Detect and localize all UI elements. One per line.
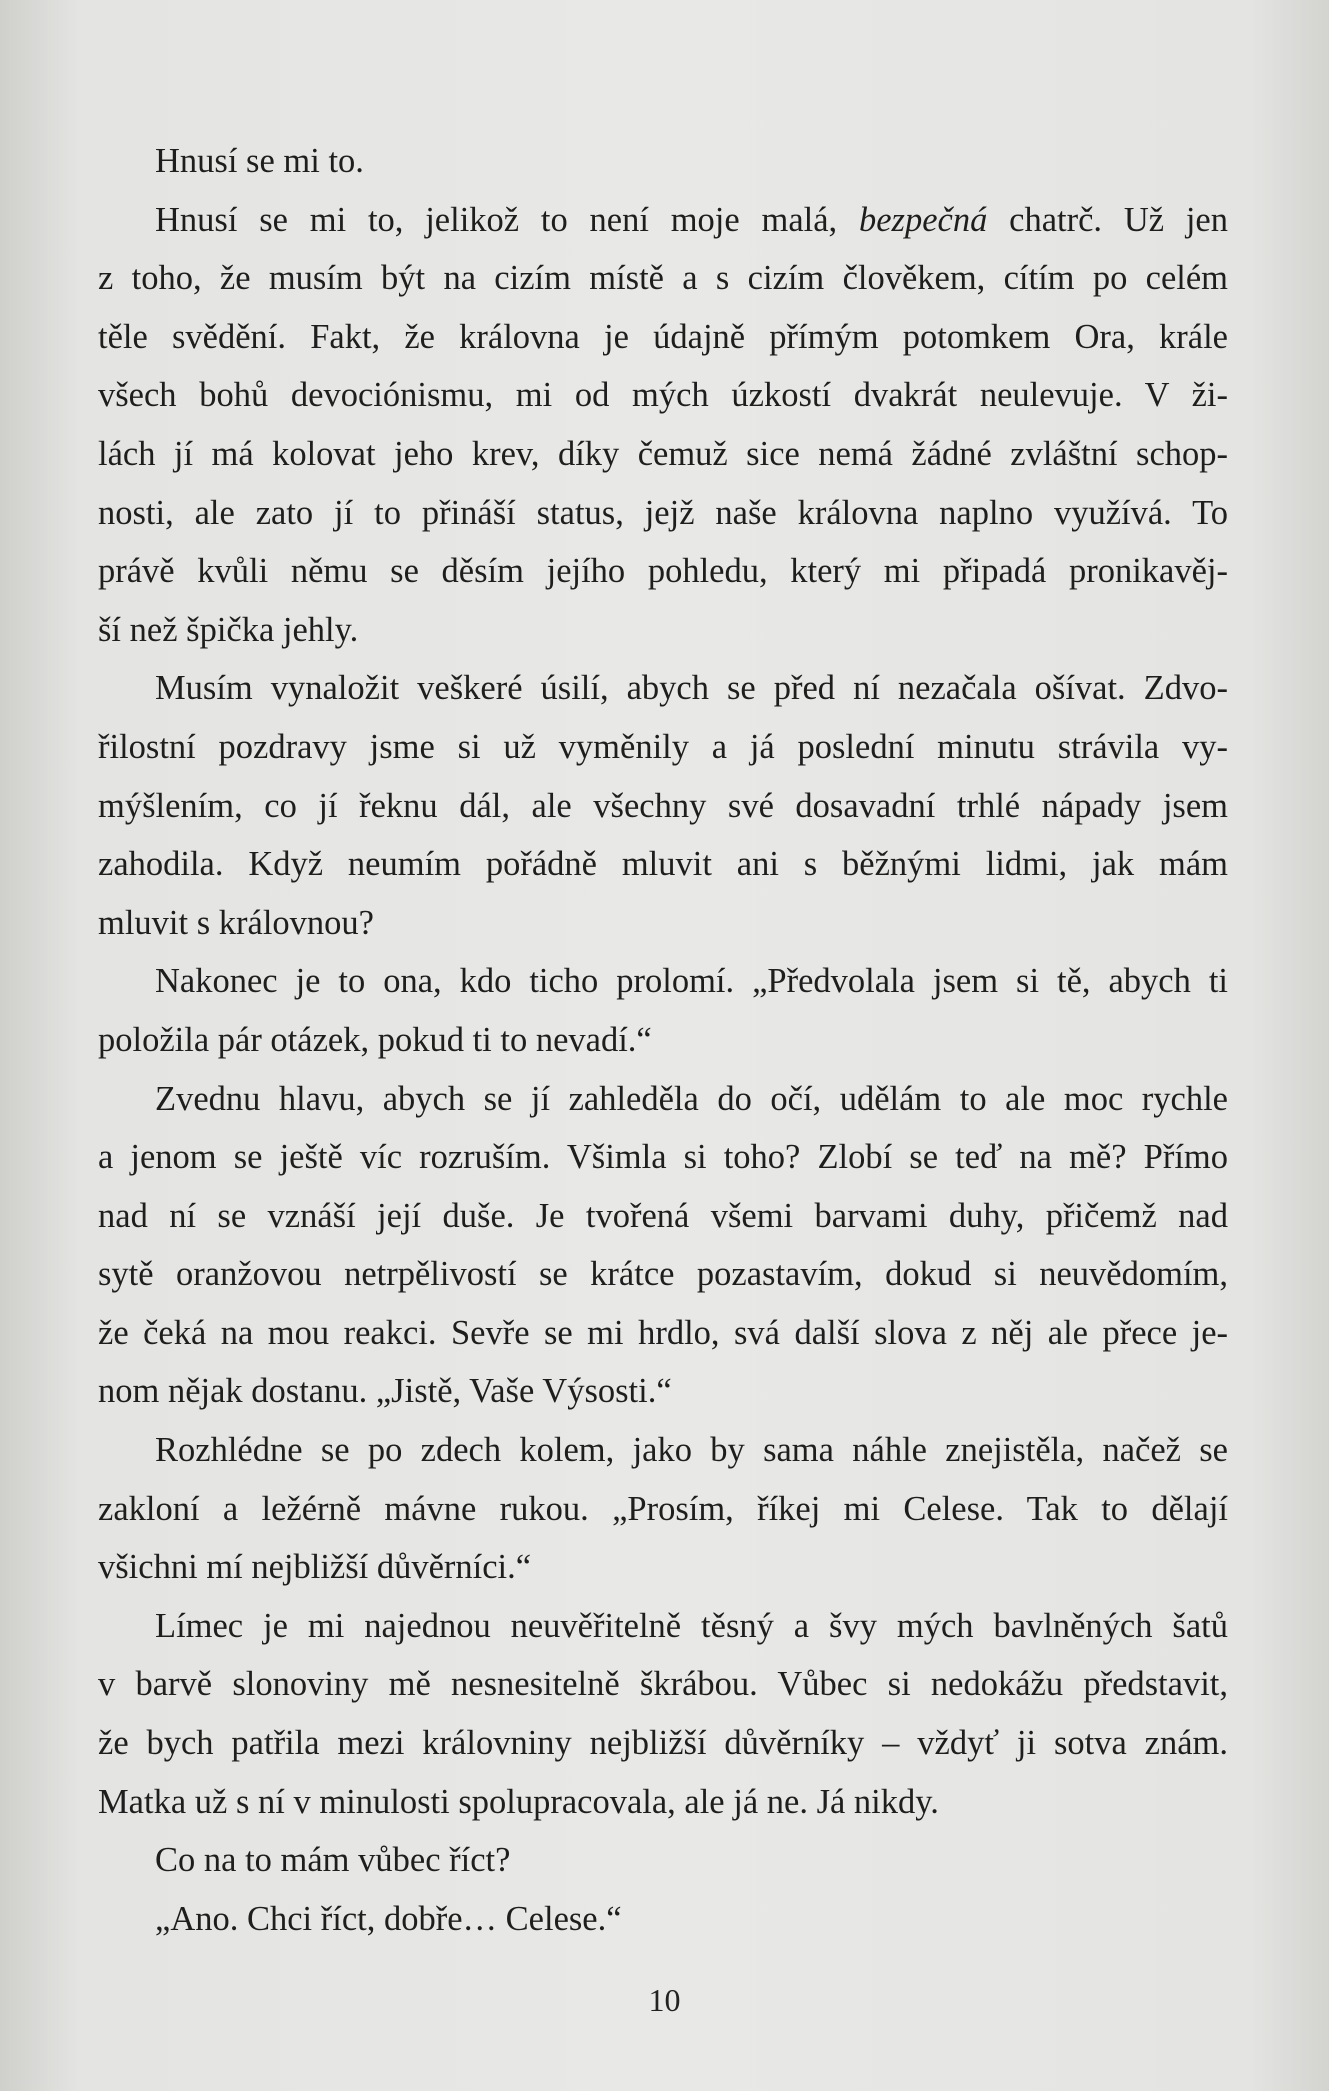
text-line: Zvednu hlavu, abych se jí zahleděla do očí, udělám to ale moc rychle bbox=[155, 1079, 1228, 1118]
text-line: Musím vynaložit veškeré úsilí, abych se před ní nezačala ošívat. Zdvo- bbox=[155, 669, 1228, 708]
paragraph bbox=[98, 1890, 1228, 1949]
text-line bbox=[98, 191, 1228, 250]
text-line: a jenom se ještě víc rozruším. Všimla si toho? Zlobí se teď na mě? Přímo bbox=[98, 1138, 1228, 1177]
text-line: mýšlením, co jí řeknu dál, ale všechny své dosavadní trhlé nápady jsem bbox=[98, 786, 1228, 825]
paragraph bbox=[98, 1421, 1228, 1597]
text-line: že bych patřila mezi královniny nejbližší důvěrníky – vždyť ji sotva znám. bbox=[98, 1724, 1228, 1763]
text-line: mluvit s královnou? bbox=[98, 903, 374, 942]
text-line: nom nějak dostanu. „Jistě, Vaše Výsosti.“ bbox=[98, 1372, 672, 1411]
text-line: ší než špička jehly. bbox=[98, 610, 359, 649]
text-line: „Ano. Chci říct, dobře… Celese.“ bbox=[155, 1899, 622, 1938]
paragraph bbox=[98, 1070, 1228, 1422]
text-line: zahodila. Když neumím pořádně mluvit ani s běžnými lidmi, jak mám bbox=[98, 845, 1228, 884]
paragraph bbox=[98, 191, 1228, 660]
text-line: z toho, že musím být na cizím místě a s cizím člověkem, cítím po celém bbox=[98, 259, 1228, 298]
text-line: všichni mí nejbližší důvěrníci.“ bbox=[98, 1548, 532, 1587]
text-line: Matka už s ní v minulosti spolupracovala, ale já ne. Já nikdy. bbox=[98, 1782, 939, 1821]
text-line: Rozhlédne se po zdech kolem, jako by sama náhle znejistěla, načež se bbox=[155, 1431, 1228, 1470]
paragraph bbox=[98, 1597, 1228, 1831]
emphasis-text: bezpečná bbox=[858, 200, 988, 239]
text-line: nosti, ale zato jí to přináší status, jejž naše královna naplno využívá. To bbox=[98, 493, 1228, 532]
text-line: sytě oranžovou netrpělivostí se krátce pozastavím, dokud si neuvědomím, bbox=[98, 1255, 1228, 1294]
text-line: nad ní se vznáší její duše. Je tvořená všemi barvami duhy, přičemž nad bbox=[98, 1196, 1228, 1235]
text-line: Hnusí se mi to. bbox=[155, 142, 364, 180]
text-line: Límec je mi najednou neuvěřitelně těsný a švy mých bavlněných šatů bbox=[155, 1606, 1228, 1645]
paragraph bbox=[98, 132, 1228, 191]
text-line: právě kvůli němu se děsím jejího pohledu, který mi připadá pronikavěj- bbox=[98, 552, 1228, 591]
text-line: lách jí má kolovat jeho krev, díky čemuž sice nemá žádné zvláštní schop- bbox=[98, 434, 1228, 473]
text-line: těle svědění. Fakt, že královna je údajně přímým potomkem Ora, krále bbox=[98, 317, 1228, 356]
text-line: zakloní a ležérně mávne rukou. „Prosím, říkej mi Celese. Tak to dělají bbox=[98, 1489, 1228, 1528]
paragraph bbox=[98, 952, 1228, 1069]
text-segment: Hnusí se mi to, jelikož to není moje malá, bbox=[155, 200, 859, 239]
text-line: v barvě slonoviny mě nesnesitelně škrábou. Vůbec si nedokážu představit, bbox=[98, 1665, 1228, 1704]
text-line: Nakonec je to ona, kdo ticho prolomí. „Předvolala jsem si tě, abych ti bbox=[155, 962, 1228, 1001]
text-line: že čeká na mou reakci. Sevře se mi hrdlo, svá další slova z něj ale přece je- bbox=[98, 1313, 1228, 1352]
text-line: všech bohů devociónismu, mi od mých úzkostí dvakrát neulevuje. V ži- bbox=[98, 376, 1228, 415]
text-line: Co na to mám vůbec říct? bbox=[155, 1841, 511, 1880]
text-segment: chatrč. Už jen bbox=[987, 200, 1228, 239]
paragraph bbox=[98, 1831, 1228, 1890]
page-number: 10 bbox=[648, 1982, 681, 2018]
body-text bbox=[98, 132, 1228, 1948]
text-line: položila pár otázek, pokud ti to nevadí.“ bbox=[98, 1020, 652, 1059]
text-line: řilostní pozdravy jsme si už vyměnily a já poslední minutu strávila vy- bbox=[98, 727, 1228, 766]
paragraph bbox=[98, 659, 1228, 952]
